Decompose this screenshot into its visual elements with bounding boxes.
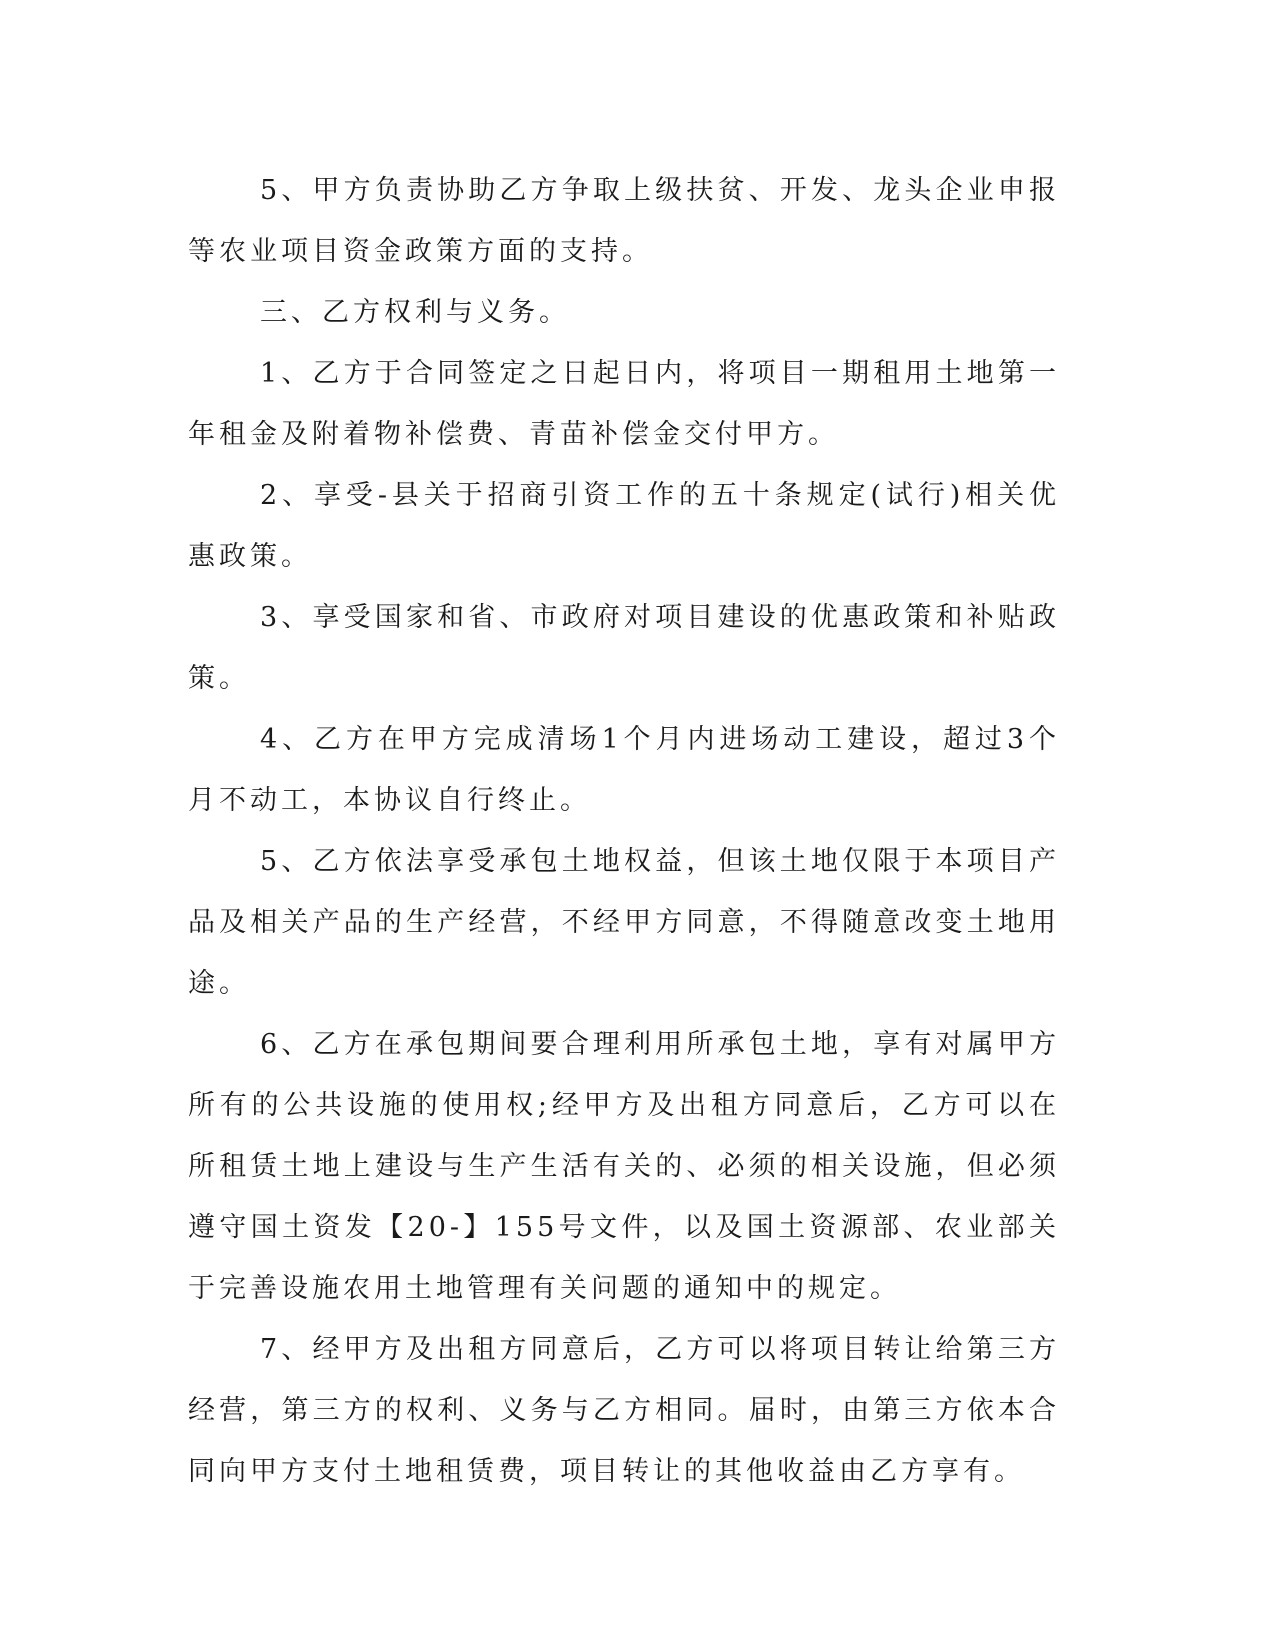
paragraph-county-policy: 2、享受-县关于招商引资工作的五十条规定(试行)相关优惠政策。: [188, 480, 1060, 572]
paragraph-rent-payment: 1、乙方于合同签定之日起日内，将项目一期租用土地第一年租金及附着物补偿费、青苗补偿金交付甲方。: [188, 358, 1060, 450]
paragraph-project-transfer: 7、经甲方及出租方同意后，乙方可以将项目转让给第三方经营，第三方的权利、义务与乙方相同。届时，由第三方依本合同向甲方支付土地租赁费，项目转让的其他收益由乙方享有。: [188, 1334, 1060, 1487]
section-heading-party-b-rights: 三、乙方权利与义务。: [260, 297, 570, 328]
paragraph-national-policy: 3、享受国家和省、市政府对项目建设的优惠政策和补贴政策。: [188, 602, 1060, 694]
paragraph-facilities: 6、乙方在承包期间要合理利用所承包土地，享有对属甲方所有的公共设施的使用权;经甲方及出租方同意后，乙方可以在所租赁土地上建设与生产生活有关的、必须的相关设施，但必须遵守国土资发【20-】155号文件，以及国土资源部、农业部关于完善设施农用土地管理有关问题的通知中的规定。: [188, 1029, 1060, 1304]
paragraph-support-clause: 5、甲方负责协助乙方争取上级扶贫、开发、龙头企业申报等农业项目资金政策方面的支持。: [188, 175, 1060, 267]
paragraph-land-use: 5、乙方依法享受承包土地权益，但该土地仅限于本项目产品及相关产品的生产经营，不经甲方同意，不得随意改变土地用途。: [188, 846, 1060, 999]
document-body: [188, 160, 1060, 1502]
paragraph-construction-start: 4、乙方在甲方完成清场1个月内进场动工建设，超过3个月不动工，本协议自行终止。: [188, 724, 1060, 816]
